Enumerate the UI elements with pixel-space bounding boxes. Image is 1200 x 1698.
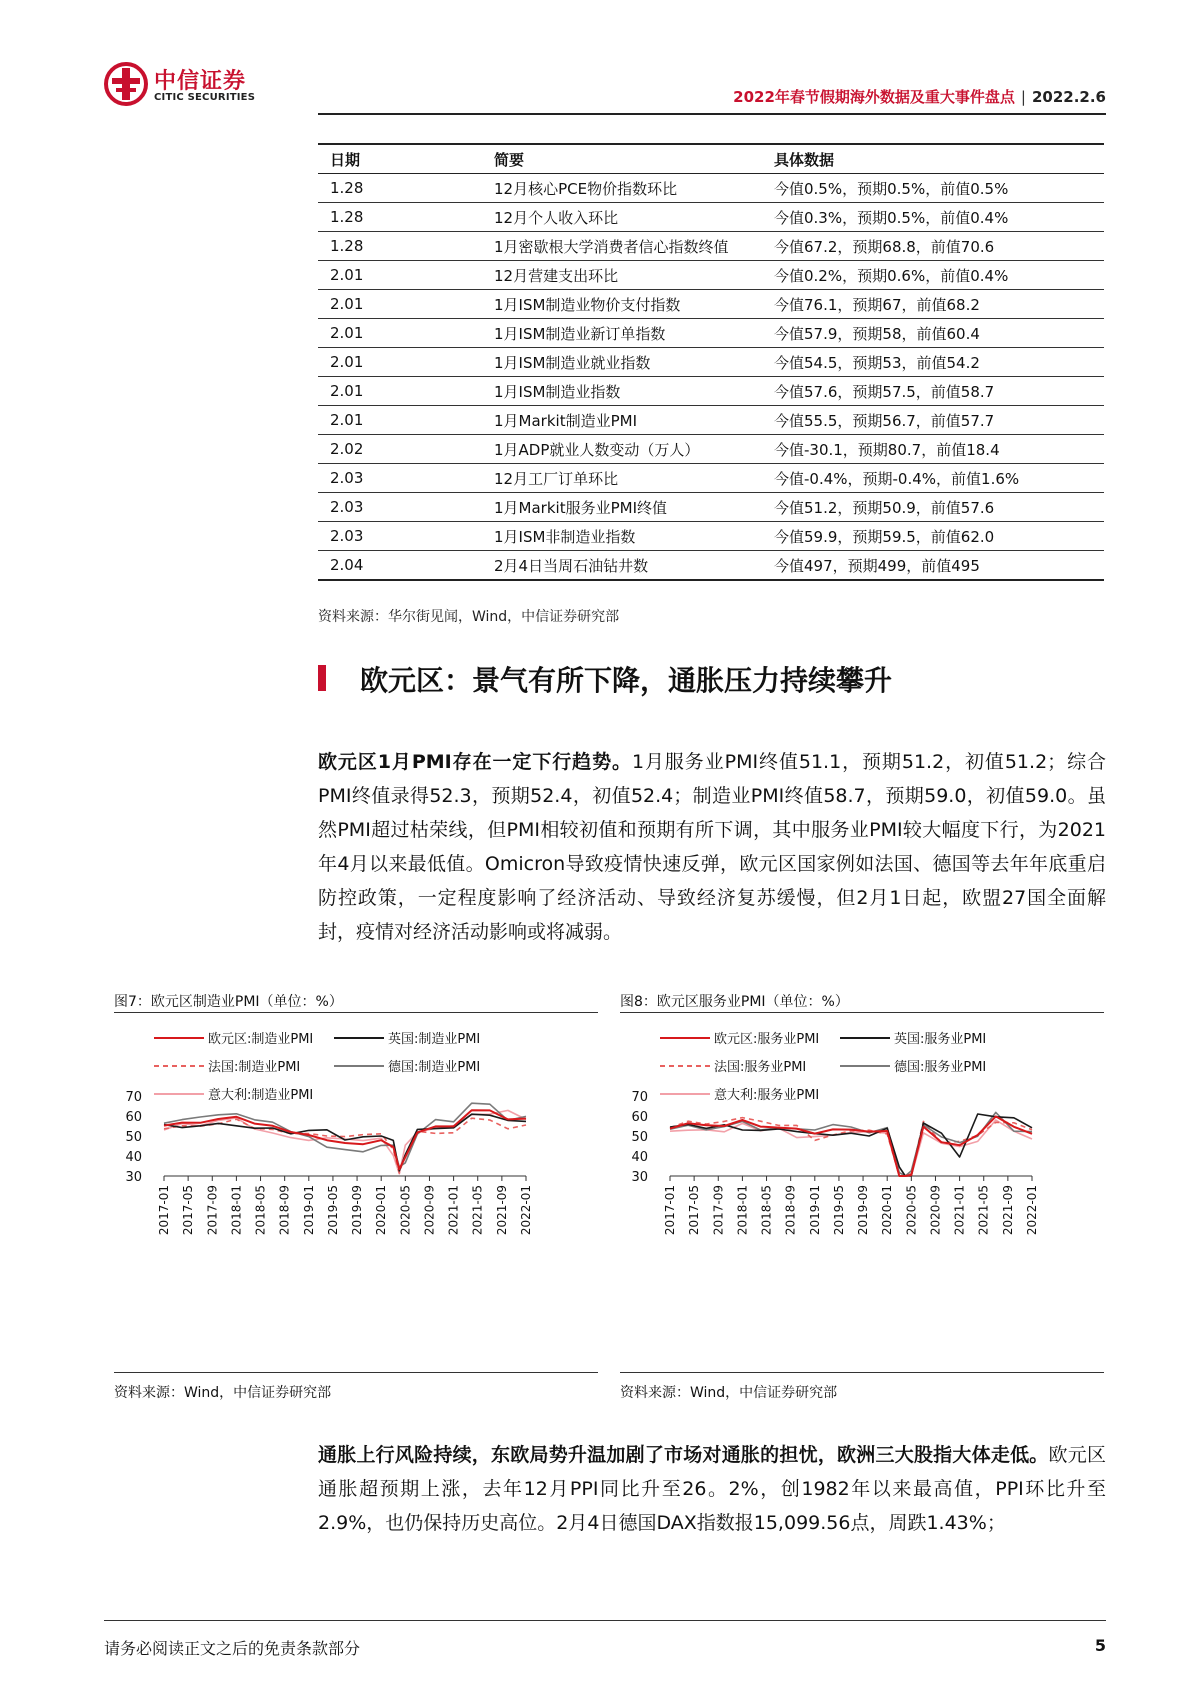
chart8-series-line-4 xyxy=(670,1120,1032,1176)
chart7-ytick-70: 70 xyxy=(125,1090,142,1105)
chart7-xtick-label: 2019-01 xyxy=(301,1185,316,1236)
cell-summary: 1月ISM制造业就业指数 xyxy=(494,348,774,377)
paragraph-lead: 通胀上行风险持续，东欧局势升温加剧了市场对通胀的担忧，欧洲三大股指大体走低。 xyxy=(318,1444,1049,1466)
cell-date: 2.01 xyxy=(318,290,494,319)
chart8-xtick-label: 2018-09 xyxy=(783,1185,798,1236)
footer-rule xyxy=(104,1620,1106,1621)
chart7-series-line-3 xyxy=(164,1103,526,1167)
cell-detail: 今值54.5，预期53，前值54.2 xyxy=(774,348,1104,377)
figure-7-source: 资料来源：Wind，中信证券研究部 xyxy=(114,1385,332,1401)
figure-8-top-rule xyxy=(620,1012,1104,1013)
chart8-legend-label-1: 英国:服务业PMI xyxy=(894,1032,987,1047)
table-row xyxy=(318,319,1104,348)
chart8-xtick-label: 2018-05 xyxy=(759,1185,774,1236)
paragraph-pmi xyxy=(318,745,1106,949)
table-row xyxy=(318,174,1104,203)
cell-summary: 12月工厂订单环比 xyxy=(494,464,774,493)
figure-8-bottom-rule xyxy=(620,1372,1104,1373)
chart7-xtick-label: 2018-09 xyxy=(277,1185,292,1236)
chart8-legend-label-0: 欧元区:服务业PMI xyxy=(714,1032,820,1047)
chart7-xtick-label: 2022-01 xyxy=(519,1185,533,1236)
cell-detail: 今值57.9，预期58，前值60.4 xyxy=(774,319,1104,348)
table-row xyxy=(318,551,1104,581)
chart7-legend-label-2: 法国:制造业PMI xyxy=(208,1060,301,1075)
cell-summary: 1月ISM制造业物价支付指数 xyxy=(494,290,774,319)
chart8-series-line-1 xyxy=(670,1114,1032,1176)
figure-8-chart xyxy=(620,1020,1104,1360)
cell-date: 2.01 xyxy=(318,406,494,435)
paragraph-body: 1月服务业PMI终值51.1，预期51.2，初值51.2；综合PMI终值录得52.3，预期52.4，初值52.4；制造业PMI终值58.7，预期59.0，初值59.0。虽然PMI超过枯荣线，但PMI相较初值和预期有所下调，其中服务业PMI较大幅度下行，为2021年4月以来最低值。Omicron导致疫情快速反弹，欧元区国家例如法国、德国等去年年底重启防控政策，一定程度影响了经济活动、导致经济复苏缓慢，但2月1日起，欧盟27国全面解封，疫情对经济活动影响或将减弱。 xyxy=(318,751,1106,943)
cell-summary: 12月核心PCE物价指数环比 xyxy=(494,174,774,203)
header-summary: 简要 xyxy=(494,144,774,174)
table-source-note: 资料来源：华尔街见闻，Wind，中信证券研究部 xyxy=(318,609,620,625)
chart7-series-line-2 xyxy=(164,1118,526,1173)
figure-7-chart xyxy=(114,1020,598,1360)
chart8-xtick-label: 2022-01 xyxy=(1025,1185,1039,1236)
cell-detail: 今值55.5，预期56.7，前值57.7 xyxy=(774,406,1104,435)
header-detail: 具体数据 xyxy=(774,144,1104,174)
chart8-xtick-label: 2021-01 xyxy=(952,1185,967,1236)
chart7-xtick-label: 2020-01 xyxy=(374,1185,389,1236)
cell-detail: 今值0.5%，预期0.5%，前值0.5% xyxy=(774,174,1104,203)
report-title xyxy=(733,86,1106,107)
table-row xyxy=(318,493,1104,522)
chart7-xtick-label: 2021-09 xyxy=(494,1185,509,1236)
table-row xyxy=(318,348,1104,377)
cell-detail: 今值59.9，预期59.5，前值62.0 xyxy=(774,522,1104,551)
cell-summary: 12月个人收入环比 xyxy=(494,203,774,232)
cell-date: 2.01 xyxy=(318,348,494,377)
data-table xyxy=(318,143,1104,581)
chart7-ytick-30: 30 xyxy=(125,1170,142,1185)
chart7-xtick-label: 2020-05 xyxy=(398,1185,413,1236)
chart8-xtick-label: 2021-09 xyxy=(1000,1185,1015,1236)
chart7-xtick-label: 2020-09 xyxy=(422,1185,437,1236)
cell-date: 2.01 xyxy=(318,377,494,406)
chart8-ytick-60: 60 xyxy=(631,1110,648,1125)
cell-date: 2.03 xyxy=(318,493,494,522)
cell-date: 2.01 xyxy=(318,319,494,348)
chart8-xtick-label: 2017-01 xyxy=(663,1185,677,1236)
table-row xyxy=(318,290,1104,319)
paragraph-lead: 欧元区1月PMI存在一定下行趋势。 xyxy=(318,751,632,773)
table-row xyxy=(318,377,1104,406)
chart7-legend-label-4: 意大利:制造业PMI xyxy=(208,1088,314,1103)
table-row xyxy=(318,435,1104,464)
table-row xyxy=(318,232,1104,261)
cell-date: 1.28 xyxy=(318,174,494,203)
section-title: 欧元区：景气有所下降，通胀压力持续攀升 xyxy=(360,664,893,697)
figure-7-top-rule xyxy=(114,1012,598,1013)
chart8-ytick-70: 70 xyxy=(631,1090,648,1105)
header-date: 日期 xyxy=(318,144,494,174)
cell-detail: 今值0.3%，预期0.5%，前值0.4% xyxy=(774,203,1104,232)
chart7-xtick-label: 2017-01 xyxy=(157,1185,171,1236)
chart8-legend-label-2: 法国:服务业PMI xyxy=(714,1060,807,1075)
logo-chinese-name: 中信证券 xyxy=(154,69,247,94)
page-number: 5 xyxy=(1094,1636,1106,1655)
chart7-xtick-label: 2017-05 xyxy=(181,1185,196,1236)
chart8-xtick-label: 2019-09 xyxy=(856,1185,871,1236)
table-row xyxy=(318,261,1104,290)
figure-8-title: 图8：欧元区服务业PMI（单位：%） xyxy=(620,994,849,1010)
figure-7-title: 图7：欧元区制造业PMI（单位：%） xyxy=(114,994,343,1010)
chart8-ytick-30: 30 xyxy=(631,1170,648,1185)
cell-summary: 12月营建支出环比 xyxy=(494,261,774,290)
report-date: 2022.2.6 xyxy=(1031,88,1106,106)
chart7-ytick-60: 60 xyxy=(125,1110,142,1125)
chart7-xtick-label: 2021-01 xyxy=(446,1185,461,1236)
report-title-text: 2022年春节假期海外数据及重大事件盘点 xyxy=(733,88,1015,106)
chart7-ytick-50: 50 xyxy=(125,1130,142,1145)
figure-7-bottom-rule xyxy=(114,1372,598,1373)
cell-summary: 1月ISM非制造业指数 xyxy=(494,522,774,551)
chart8-ytick-40: 40 xyxy=(631,1150,648,1165)
cell-summary: 1月Markit服务业PMI终值 xyxy=(494,493,774,522)
table-row xyxy=(318,203,1104,232)
chart8-xtick-label: 2019-05 xyxy=(831,1185,846,1236)
chart8-xtick-label: 2017-05 xyxy=(687,1185,702,1236)
cell-detail: 今值51.2，预期50.9，前值57.6 xyxy=(774,493,1104,522)
table-row xyxy=(318,522,1104,551)
cell-date: 1.28 xyxy=(318,203,494,232)
table-row xyxy=(318,464,1104,493)
cell-detail: 今值497，预期499，前值495 xyxy=(774,551,1104,581)
chart7-legend-label-0: 欧元区:制造业PMI xyxy=(208,1032,314,1047)
chart8-xtick-label: 2021-05 xyxy=(976,1185,991,1236)
chart7-xtick-label: 2018-01 xyxy=(229,1185,244,1236)
cell-summary: 1月ISM制造业指数 xyxy=(494,377,774,406)
cell-date: 1.28 xyxy=(318,232,494,261)
chart8-ytick-50: 50 xyxy=(631,1130,648,1145)
chart8-xtick-label: 2018-01 xyxy=(735,1185,750,1236)
cell-date: 2.03 xyxy=(318,464,494,493)
cell-summary: 1月密歇根大学消费者信心指数终值 xyxy=(494,232,774,261)
chart7-xtick-label: 2019-09 xyxy=(350,1185,365,1236)
table-header-row xyxy=(318,144,1104,174)
chart7-ytick-40: 40 xyxy=(125,1150,142,1165)
cell-summary: 1月ISM制造业新订单指数 xyxy=(494,319,774,348)
paragraph-inflation xyxy=(318,1438,1106,1540)
cell-summary: 1月Markit制造业PMI xyxy=(494,406,774,435)
cell-date: 2.01 xyxy=(318,261,494,290)
cell-detail: 今值67.2，预期68.8，前值70.6 xyxy=(774,232,1104,261)
cell-detail: 今值76.1，预期67，前值68.2 xyxy=(774,290,1104,319)
footer-disclaimer: 请务必阅读正文之后的免责条款部分 xyxy=(104,1639,361,1658)
cell-date: 2.02 xyxy=(318,435,494,464)
cell-summary: 1月ADP就业人数变动（万人） xyxy=(494,435,774,464)
cell-detail: 今值57.6，预期57.5，前值58.7 xyxy=(774,377,1104,406)
chart7-xtick-label: 2017-09 xyxy=(205,1185,220,1236)
cell-detail: 今值0.2%，预期0.6%，前值0.4% xyxy=(774,261,1104,290)
chart7-legend-label-1: 英国:制造业PMI xyxy=(388,1032,481,1047)
chart7-xtick-label: 2021-05 xyxy=(470,1185,485,1236)
table-row xyxy=(318,406,1104,435)
cell-detail: 今值-30.1，预期80.7，前值18.4 xyxy=(774,435,1104,464)
chart8-xtick-label: 2020-09 xyxy=(928,1185,943,1236)
cell-date: 2.04 xyxy=(318,551,494,581)
chart7-xtick-label: 2019-05 xyxy=(325,1185,340,1236)
chart8-legend-label-3: 德国:服务业PMI xyxy=(894,1060,987,1075)
logo-english-name: CITIC SECURITIES xyxy=(154,92,256,103)
chart7-xtick-label: 2018-05 xyxy=(253,1185,268,1236)
header-rule xyxy=(318,113,1106,115)
citic-logo xyxy=(104,62,274,110)
title-separator: | xyxy=(1020,88,1026,106)
chart8-series-line-0 xyxy=(670,1116,1032,1176)
cell-summary: 2月4日当周石油钻井数 xyxy=(494,551,774,581)
section-marker-bar xyxy=(318,665,326,691)
chart8-xtick-label: 2020-05 xyxy=(904,1185,919,1236)
chart8-xtick-label: 2017-09 xyxy=(711,1185,726,1236)
chart7-legend-label-3: 德国:制造业PMI xyxy=(388,1060,481,1075)
chart8-xtick-label: 2019-01 xyxy=(807,1185,822,1236)
citic-logo-icon xyxy=(104,62,148,106)
cell-detail: 今值-0.4%，预期-0.4%，前值1.6% xyxy=(774,464,1104,493)
chart8-xtick-label: 2020-01 xyxy=(880,1185,895,1236)
chart8-legend-label-4: 意大利:服务业PMI xyxy=(714,1088,820,1103)
figure-8-source: 资料来源：Wind，中信证券研究部 xyxy=(620,1385,838,1401)
cell-date: 2.03 xyxy=(318,522,494,551)
paragraph-body: 欧元区通胀超预期上涨，去年12月PPI同比升至26。2%，创1982年以来最高值，PPI环比升至2.9%，也仍保持历史高位。2月4日德国DAX指数报15,099.56点，周跌1.43%； xyxy=(318,1444,1106,1534)
